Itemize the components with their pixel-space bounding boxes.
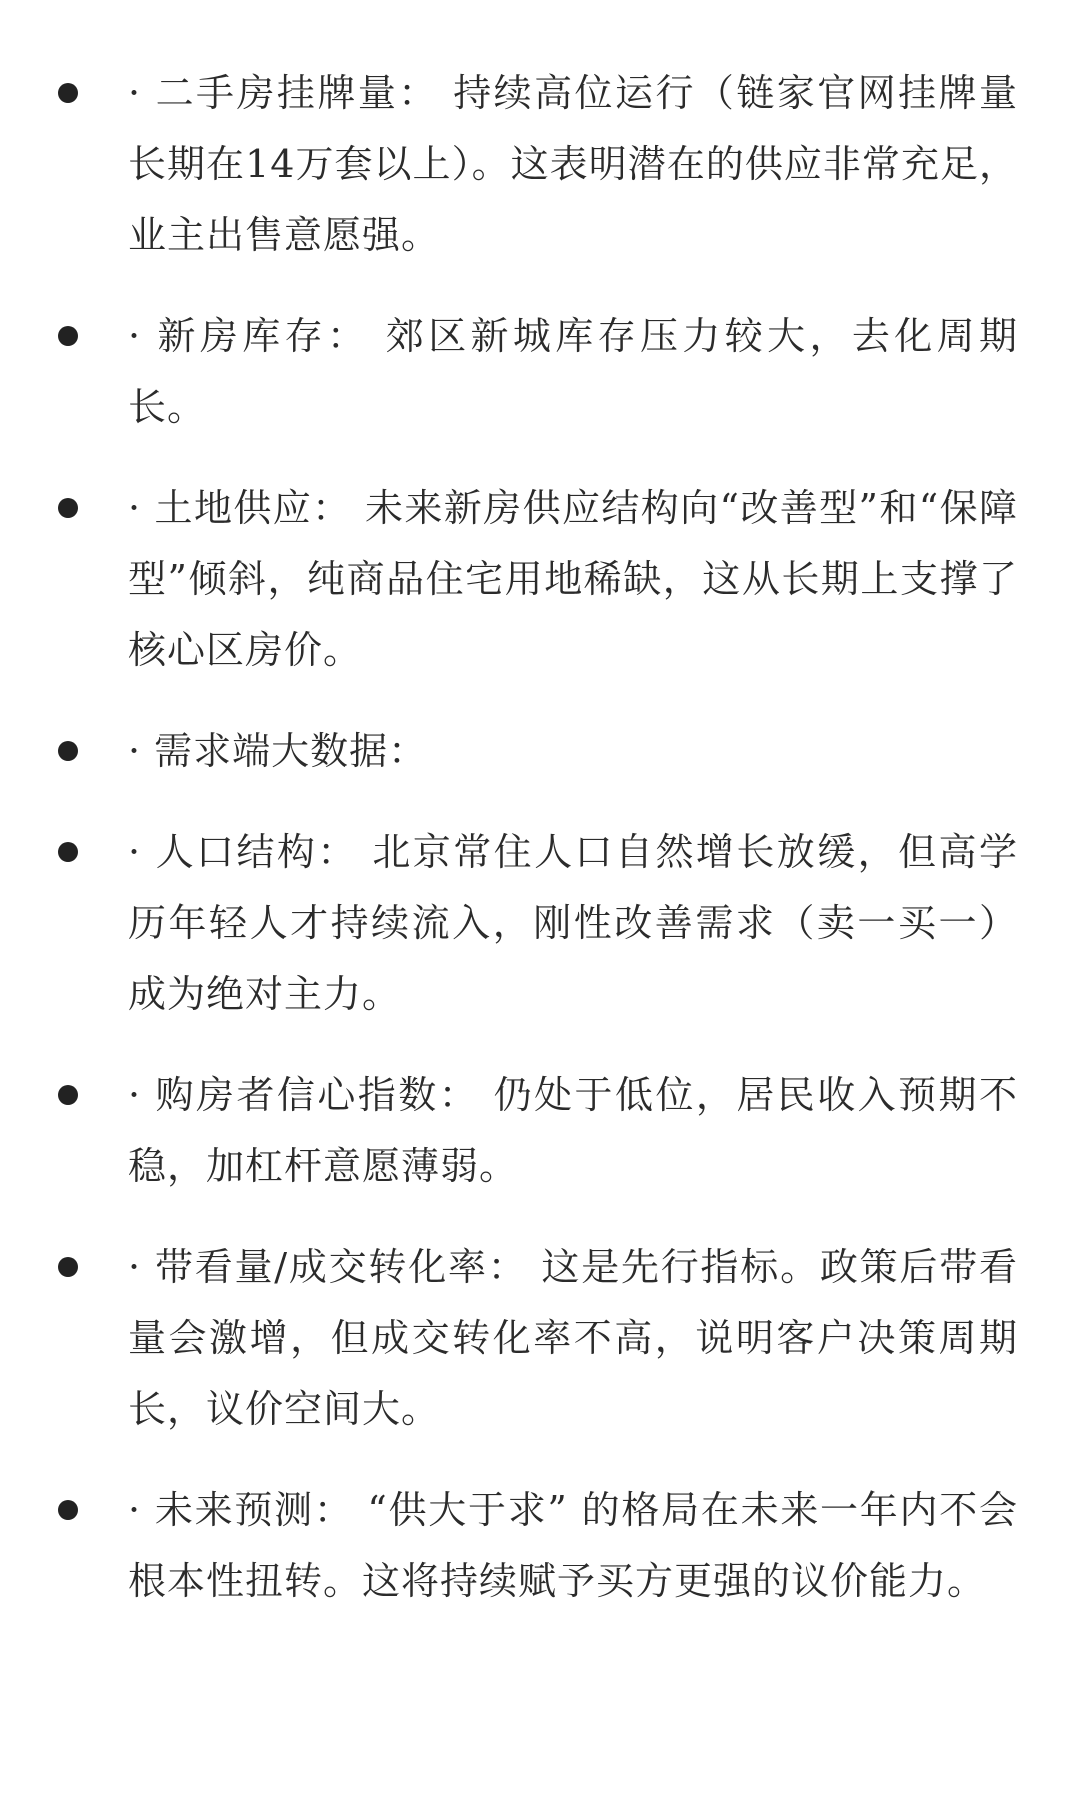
list-item-buyer-confidence [0, 1060, 1080, 1202]
bullet-dot-icon [58, 326, 78, 346]
list-item-text: · 带看量/成交转化率： 这是先行指标。政策后带看量会激增，但成交转化率不高，说明客户决策周期长，议价空间大。 [128, 1245, 1018, 1431]
bullet-dot-icon [58, 83, 78, 103]
list-item-new-home-inventory [0, 301, 1080, 443]
bullet-dot-icon [58, 498, 78, 518]
list-item-demand-data [0, 716, 1080, 787]
list-item-text: · 土地供应： 未来新房供应结构向“改善型”和“保障型”倾斜，纯商品住宅用地稀缺，这从长期上支撑了核心区房价。 [128, 486, 1018, 672]
list-item-viewing-conversion [0, 1232, 1080, 1445]
list-item-text: · 人口结构： 北京常住人口自然增长放缓，但高学历年轻人才持续流入，刚性改善需求（卖一买一）成为绝对主力。 [128, 830, 1018, 1016]
list-item-text: · 需求端大数据： [128, 729, 428, 773]
list-item-text: · 购房者信心指数： 仍处于低位，居民收入预期不稳，加杠杆意愿薄弱。 [128, 1073, 1018, 1188]
list-item-future-forecast [0, 1475, 1080, 1617]
bullet-list [0, 58, 1080, 1647]
list-item-text: · 未来预测： “供大于求” 的格局在未来一年内不会根本性扭转。这将持续赋予买方更强的议价能力。 [128, 1488, 1018, 1603]
bullet-dot-icon [58, 1085, 78, 1105]
list-item-population-structure [0, 817, 1080, 1030]
list-item-text: · 二手房挂牌量： 持续高位运行（链家官网挂牌量长期在14万套以上）。这表明潜在的供应非常充足，业主出售意愿强。 [128, 71, 1018, 257]
bullet-dot-icon [58, 1257, 78, 1277]
bullet-dot-icon [58, 1500, 78, 1520]
list-item-text: · 新房库存： 郊区新城库存压力较大，去化周期长。 [128, 314, 1018, 429]
bullet-dot-icon [58, 741, 78, 761]
list-item-secondhand-listings [0, 58, 1080, 271]
bullet-dot-icon [58, 842, 78, 862]
list-item-land-supply [0, 473, 1080, 686]
